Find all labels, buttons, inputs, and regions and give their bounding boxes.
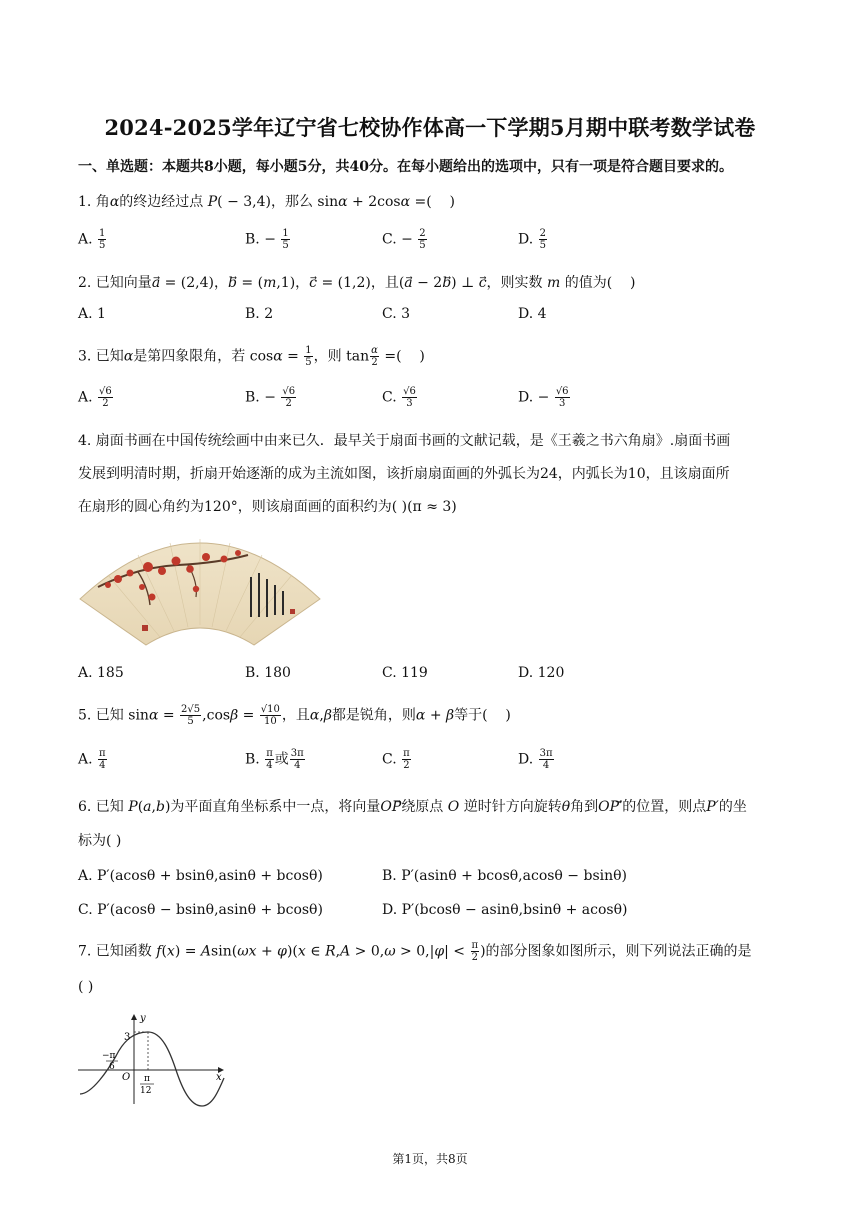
question-7-stem-line2: ( ) xyxy=(78,979,94,995)
question-2-option-b[interactable]: B. 2 xyxy=(245,306,274,322)
question-6-option-a[interactable]: A. P′(acosθ + bsinθ,asinθ + bcosθ) xyxy=(78,868,323,884)
question-4-option-b[interactable]: B. 180 xyxy=(245,665,291,681)
question-6-option-b[interactable]: B. P′(asinθ + bcosθ,acosθ − bsinθ) xyxy=(382,868,628,884)
question-3-option-d[interactable]: D. − $\frac{√6}{3}$ xyxy=(518,386,569,409)
question-4-option-c[interactable]: C. 119 xyxy=(382,665,428,681)
question-1-option-b[interactable]: B. − $\frac{1}{5}$ xyxy=(245,228,289,251)
question-5-option-c[interactable]: C. $\frac{\pi}{2}$ xyxy=(382,748,410,771)
question-7-stem-line1: 7. 已知函数 f(x) = Asin(ωx + φ)(x ∈ R,A > 0,ω > 0,|φ| < $\frac{\pi}{2}$ )的部分图象如图所示，则下列说法正确的是 xyxy=(78,940,752,963)
x-axis-label: x xyxy=(216,1072,222,1083)
question-5-option-b[interactable]: B. $\frac{\pi}{4}$ 或 $\frac{3\pi}{4}$ xyxy=(245,748,304,771)
question-1-option-a[interactable]: A. $\frac{1}{5}$ xyxy=(78,228,106,251)
question-2-stem: 2. 已知向量a⃗ = (2,4)，b⃗ = (m,1)，c⃗ = (1,2)，且(a⃗ − 2b⃗) ⊥ c⃗，则实数 m 的值为( ) xyxy=(78,275,636,291)
sine-graph xyxy=(78,1012,226,1108)
question-5-stem: 5. 已知 sinα = $\frac{2√5}{5}$ ,cosβ = $\frac{√10}{10}$ ，且α,β都是锐角，则α + β等于( ) xyxy=(78,704,511,727)
question-4-option-a[interactable]: A. 185 xyxy=(78,665,124,681)
question-5-option-a[interactable]: A. $\frac{\pi}{4}$ xyxy=(78,748,106,771)
question-1-option-c[interactable]: C. − $\frac{2}{5}$ xyxy=(382,228,426,251)
question-4-stem: 4. 扇面书画在中国传统绘画中由来已久．最早关于扇面书画的文献记载，是《王羲之书六角扇》.扇面书画 发展到明清时期，折扇开始逐渐的成为主流如图，该折扇扇面画的外弧长为24，内弧长为10，且该扇面所 在扇形的圆心角约为120°，则该扇面画的面积约为( )(π ≈ 3) xyxy=(78,433,731,515)
origin-label: O xyxy=(122,1072,131,1083)
question-6-stem-line1: 6. 已知 P(a,b)为平面直角坐标系中一点，将向量OP⃗绕原点 O 逆时针方向旋转θ角到OP′⃗的位置，则点P′的坐 xyxy=(78,799,747,815)
tick-neg-pi-6-num: −π xyxy=(102,1051,116,1061)
question-3-option-c[interactable]: C. $\frac{√6}{3}$ xyxy=(382,386,416,409)
fan-painting-image xyxy=(78,527,322,649)
tick-pi-12-den: 12 xyxy=(140,1086,152,1096)
question-6-option-c[interactable]: C. P′(acosθ − bsinθ,asinθ + bcosθ) xyxy=(78,902,323,918)
question-2-option-c[interactable]: C. 3 xyxy=(382,306,411,322)
question-5-option-d[interactable]: D. $\frac{3\pi}{4}$ xyxy=(518,748,553,771)
question-6-stem-line2: 标为( ) xyxy=(78,833,122,849)
question-2-option-d[interactable]: D. 4 xyxy=(518,306,547,322)
question-1-stem: 1. 角α的终边经过点 P( − 3,4)，那么 sinα + 2cosα =( ) xyxy=(78,194,455,210)
question-3-option-b[interactable]: B. − $\frac{√6}{2}$ xyxy=(245,386,296,409)
question-1-option-d[interactable]: D. $\frac{2}{5}$ xyxy=(518,228,547,251)
question-6-option-d[interactable]: D. P′(bcosθ − asinθ,bsinθ + acosθ) xyxy=(382,902,628,918)
question-3-option-a[interactable]: A. $\frac{√6}{2}$ xyxy=(78,386,112,409)
question-4-option-d[interactable]: D. 120 xyxy=(518,665,565,681)
peak-label: 3 xyxy=(124,1032,131,1043)
page-title: 2024-2025学年辽宁省七校协作体高一下学期5月期中联考数学试卷 xyxy=(104,115,756,140)
page-footer: 第1页，共8页 xyxy=(392,1152,468,1166)
question-3-stem: 3. 已知α是第四象限角，若 cosα = $\frac{1}{5}$ ，则 tan $\frac{\alpha}{2}$ =( ) xyxy=(78,345,425,368)
tick-neg-pi-6-den: 6 xyxy=(109,1062,115,1072)
y-axis-label: y xyxy=(140,1013,146,1024)
tick-pi-12-num: π xyxy=(144,1074,150,1084)
question-2-option-a[interactable]: A. 1 xyxy=(78,306,106,322)
section-heading: 一、单选题：本题共8小题，每小题5分，共40分。在每小题给出的选项中，只有一项是符合题目要求的。 xyxy=(78,159,733,175)
